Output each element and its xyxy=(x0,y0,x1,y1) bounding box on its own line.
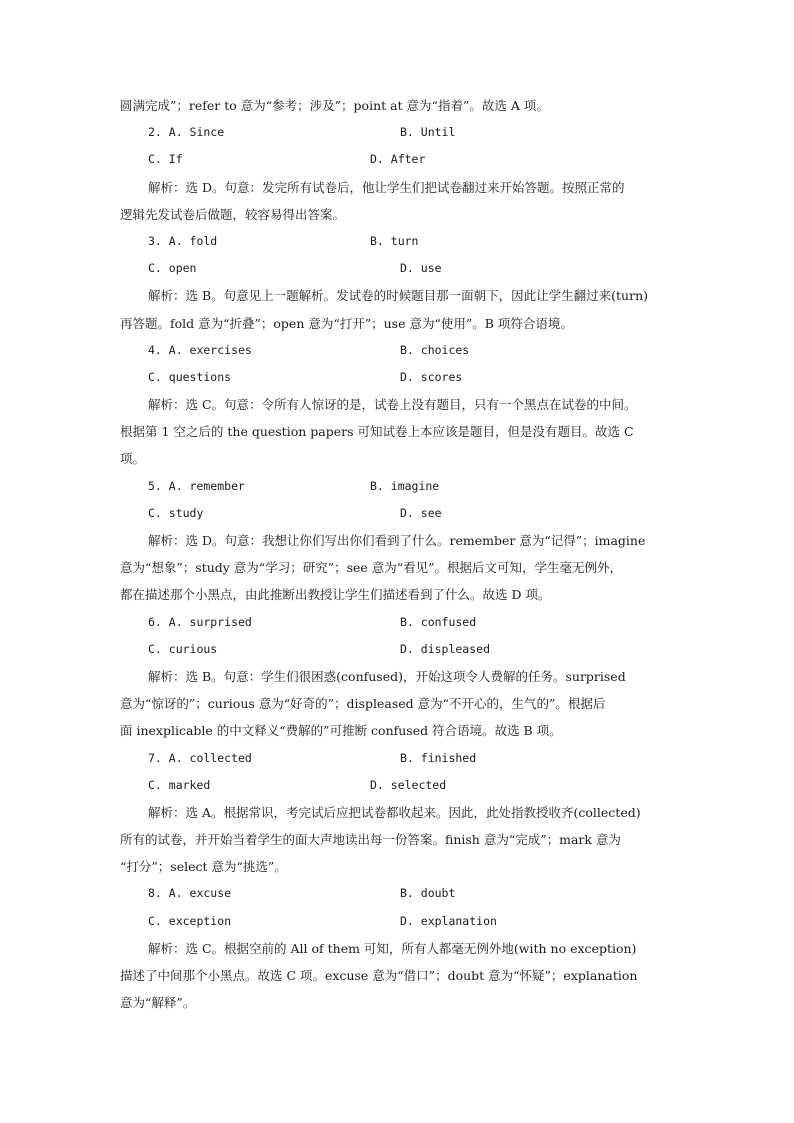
option-right: B. Until xyxy=(400,125,456,140)
option-row xyxy=(120,908,675,935)
text-line: “打分”；select 意为“挑选”。 xyxy=(120,859,287,875)
option-row xyxy=(120,337,675,364)
explanation-paragraph xyxy=(120,799,675,881)
option-right: D. selected xyxy=(370,777,447,792)
option-row xyxy=(120,772,675,799)
option-left: C. study xyxy=(148,505,204,520)
question-options xyxy=(120,228,675,282)
option-row xyxy=(120,364,675,391)
text-line: 意为“惊讶的”；curious 意为“好奇的”；displeased 意为“不开心的，生气的”。根据后 xyxy=(120,696,606,712)
text-line: 逻辑先发试卷后做题，较容易得出答案。 xyxy=(120,206,346,222)
option-row xyxy=(120,228,675,255)
option-row xyxy=(120,609,675,636)
option-right: D. After xyxy=(370,152,426,167)
question-options xyxy=(120,880,675,934)
question-options xyxy=(120,745,675,799)
option-row xyxy=(120,473,675,500)
option-left: C. curious xyxy=(148,641,218,656)
question-options xyxy=(120,609,675,663)
option-right: B. imagine xyxy=(370,478,440,493)
explanation-paragraph xyxy=(120,527,675,609)
text-line: 解析：选 C。句意：令所有人惊讶的是，试卷上没有题目，只有一个黑点在试卷的中间。 xyxy=(148,397,637,413)
option-row xyxy=(120,745,675,772)
option-row xyxy=(120,255,675,282)
text-line: 解析：选 C。根据空前的 All of them 可知，所有人都毫无例外地(with no exception) xyxy=(148,940,637,956)
text-line: 圆满完成”；refer to 意为“参考；涉及”；point at 意为“指着”。故选 A 项。 xyxy=(120,98,549,113)
option-left: 6. A. surprised xyxy=(148,614,252,629)
option-row xyxy=(120,146,675,173)
option-right: D. use xyxy=(400,261,442,276)
question-options xyxy=(120,119,675,173)
option-left: C. If xyxy=(148,152,183,167)
text-line: 根据第 1 空之后的 the question papers 可知试卷上本应该是题目，但是没有题目。故选 C xyxy=(120,424,634,440)
option-row xyxy=(120,119,675,146)
option-right: B. confused xyxy=(400,614,477,629)
text-line: 都在描述那个小黑点，由此推断出教授让学生们描述看到了什么。故选 D 项。 xyxy=(120,587,551,603)
question-options xyxy=(120,473,675,527)
text-line: 解析：选 D。句意：我想让你们写出你们看到了什么。remember 意为“记得”；imagine xyxy=(148,533,646,548)
explanation-paragraph xyxy=(120,935,675,1017)
text-line: 意为“想象”；study 意为“学习；研究”；see 意为“看见”。根据后文可知，学生毫无例外， xyxy=(120,560,623,576)
explanation-paragraph xyxy=(120,663,675,745)
explanation-paragraph xyxy=(120,174,675,228)
text-line: 项。 xyxy=(120,451,146,467)
option-left: 3. A. fold xyxy=(148,233,218,248)
text-line: 解析：选 B。句意见上一题解析。发试卷的时候题目那一面朝下，因此让学生翻过来(turn) xyxy=(148,288,649,304)
explanation-paragraph xyxy=(120,92,675,119)
text-line: 描述了中间那个小黑点。故选 C 项。excuse 意为“借口”；doubt 意为“怀疑”；explanation xyxy=(120,968,638,983)
option-row xyxy=(120,500,675,527)
option-right: D. displeased xyxy=(400,641,491,656)
option-right: B. turn xyxy=(370,233,419,248)
option-right: D. explanation xyxy=(400,913,497,928)
option-left: C. marked xyxy=(148,777,211,792)
option-left: C. questions xyxy=(148,369,232,384)
explanation-paragraph xyxy=(120,282,675,336)
option-right: D. scores xyxy=(400,369,463,384)
text-line: 再答题。fold 意为“折叠”；open 意为“打开”；use 意为“使用”。B 项符合语境。 xyxy=(120,315,573,331)
text-line: 意为“解释”。 xyxy=(120,995,196,1011)
text-line: 解析：选 D。句意：发完所有试卷后，他让学生们把试卷翻过来开始答题。按照正常的 xyxy=(148,179,625,195)
text-line: 面 inexplicable 的中文释义“费解的”可推断 confused 符合语境。故选 B 项。 xyxy=(120,723,562,739)
option-right: D. see xyxy=(400,505,442,520)
option-left: 4. A. exercises xyxy=(148,342,252,357)
option-row xyxy=(120,880,675,907)
text-line: 解析：选 A。根据常识，考完试后应把试卷都收起来。因此，此处指教授收齐(collected) xyxy=(148,804,641,820)
option-left: C. exception xyxy=(148,913,232,928)
option-right: B. finished xyxy=(400,750,477,765)
question-options xyxy=(120,337,675,391)
explanation-paragraph xyxy=(120,391,675,473)
option-row xyxy=(120,636,675,663)
option-right: B. doubt xyxy=(400,886,456,901)
document-body xyxy=(120,92,675,1016)
option-left: 7. A. collected xyxy=(148,750,252,765)
option-left: C. open xyxy=(148,261,197,276)
option-left: 5. A. remember xyxy=(148,478,245,493)
text-line: 解析：选 B。句意：学生们很困惑(confused)，开始这项令人费解的任务。surprised xyxy=(148,668,626,684)
option-left: 8. A. excuse xyxy=(148,886,232,901)
option-right: B. choices xyxy=(400,342,470,357)
option-left: 2. A. Since xyxy=(148,125,225,140)
text-line: 所有的试卷，并开始当着学生的面大声地读出每一份答案。finish 意为“完成”；mark 意为 xyxy=(120,832,621,848)
